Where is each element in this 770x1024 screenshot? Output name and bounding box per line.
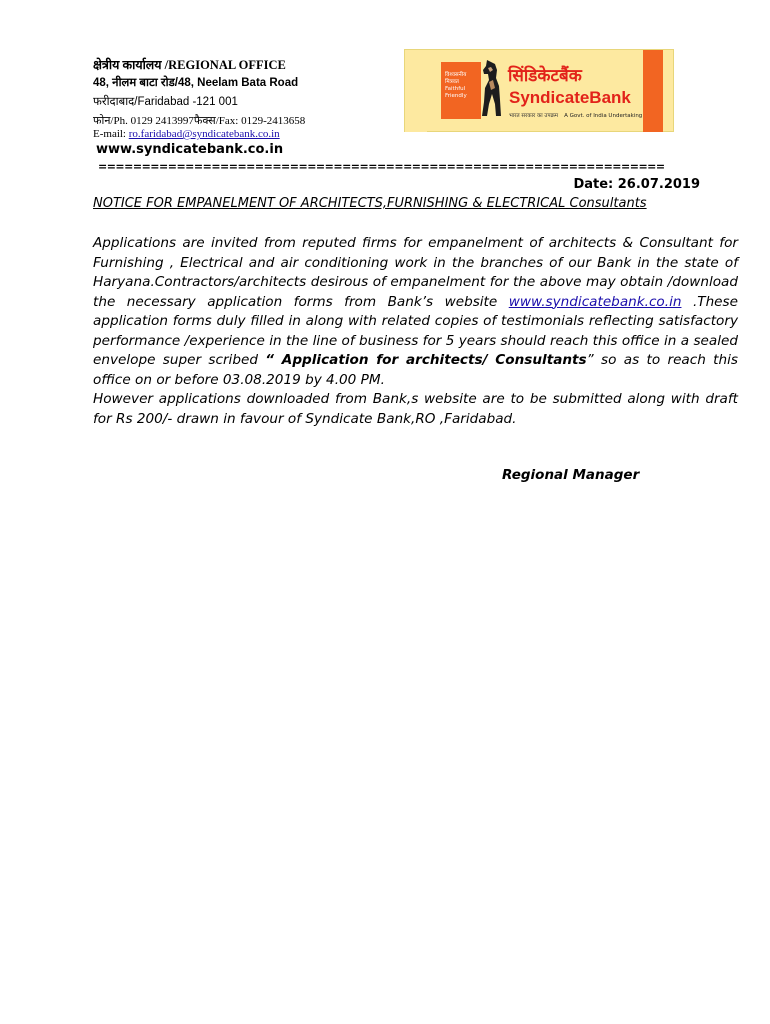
paragraph-1-text-b: .These application forms duly filled in along with related copies of testimonials reflecting satisfactory performance /experience in the line of business for 5 years should reach this office in a sealed envelope super scribed <box>93 293 738 368</box>
logo-left-band <box>405 50 427 132</box>
notice-paragraph-1 <box>93 234 738 390</box>
application-subject: “ Application for architects/ Consultants <box>265 352 587 368</box>
logo-right-band <box>643 50 663 132</box>
logo-hindi-name: सिंडिकेटबैंक <box>508 66 582 86</box>
office-phone-fax: फोन/Ph. 0129 2413997फैक्स/Fax: 0129-2413658 <box>93 115 306 127</box>
logo-english-name: SyndicateBank <box>509 88 631 107</box>
paragraph-1-text-a: Applications are invited from reputed firms for empanelment of architects & Consultant for Furnishing , Electrical and air conditioning work in the branches of our Bank in the state of Haryana.Contractors/architects desirous of empanelment for the above may obtain /download the necessary application forms from Bank’s website <box>93 235 738 310</box>
separator-line: ================================================================= <box>98 160 665 173</box>
signatory: Regional Manager <box>502 467 640 483</box>
notice-title: NOTICE FOR EMPANELMENT OF ARCHITECTS,FURNISHING & ELECTRICAL Consultants <box>93 196 647 211</box>
office-email <box>93 128 280 140</box>
email-link[interactable]: ro.faridabad@syndicatebank.co.in <box>128 128 280 140</box>
notice-body <box>93 234 738 429</box>
logo-slogan: विश्वसनीय मित्रवत Faithful Friendly <box>445 72 467 99</box>
notice-paragraph-2: However applications downloaded from Bank,s website are to be submitted along with draft for Rs 200/- drawn in favour of Syndicate Bank,RO ,Faridabad. <box>93 391 738 427</box>
logo-tagline-english: A Govt. of India Undertaking <box>564 113 643 119</box>
syndicate-bank-logo <box>404 49 674 132</box>
logo-tagline-hindi: भारत सरकार का उपक्रम <box>509 113 559 119</box>
office-address: 48, नीलम बाटा रोड/48, Neelam Bata Road <box>93 77 299 89</box>
dog-mascot-icon <box>477 58 507 120</box>
paragraph-1-text-c: ” so as to reach this office on or before 03.08.2019 by 4.00 PM. <box>93 352 738 388</box>
email-label: E-mail: <box>93 128 129 140</box>
office-city: फरीदाबाद/Faridabad -121 001 <box>93 96 238 108</box>
logo-tagline <box>509 111 642 119</box>
website-heading: www.syndicatebank.co.in <box>96 142 284 157</box>
notice-date: Date: 26.07.2019 <box>573 177 700 192</box>
office-title: क्षेत्रीय कार्यालय /REGIONAL OFFICE <box>93 58 286 72</box>
website-link[interactable]: www.syndicatebank.co.in <box>508 293 682 310</box>
